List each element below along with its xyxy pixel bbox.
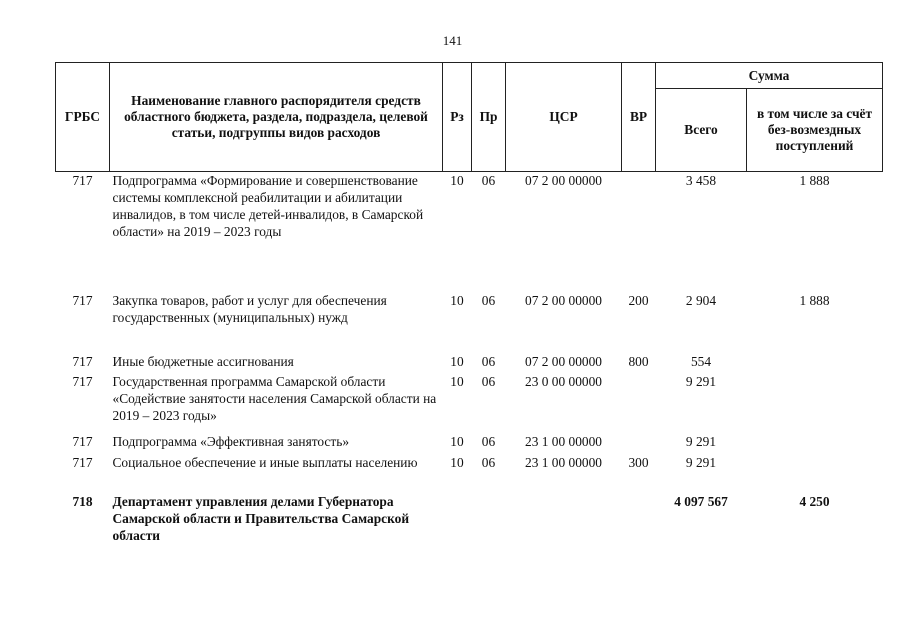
cell-rz: 10	[450, 173, 464, 188]
cell-total: 9 291	[685, 433, 717, 449]
cell-total: 554	[690, 353, 712, 369]
header-vr: ВР	[622, 63, 656, 172]
cell-total: 9 291	[685, 454, 717, 470]
cell-csr: 23 1 00 00000	[525, 454, 602, 470]
table-row	[56, 433, 883, 454]
cell-pr: 06	[481, 373, 496, 389]
header-csr: ЦСР	[506, 63, 622, 172]
cell-free	[747, 373, 883, 433]
cell-vr	[622, 172, 656, 292]
cell-csr: 07 2 00 00000	[525, 173, 602, 188]
cell-rz: 10	[450, 454, 464, 470]
cell-vr	[622, 493, 656, 551]
table-row	[56, 373, 883, 433]
cell-rz: 10	[450, 292, 464, 308]
cell-name: Государственная программа Самарской области «Содействие занятости населения Самарской области на 2019 – 2023 годы»	[112, 373, 437, 423]
cell-name: Департамент управления делами Губернатора Самарской области и Правительства Самарской области	[112, 493, 410, 543]
table-row	[56, 172, 883, 292]
header-total: Всего	[656, 89, 747, 172]
cell-name: Подпрограмма «Эффективная занятость»	[112, 433, 350, 449]
table-row	[56, 292, 883, 353]
cell-csr: 23 1 00 00000	[525, 433, 602, 449]
cell-name: Подпрограмма «Формирование и совершенствование системы комплексной реабилитации и абилитации инвалидов, в том числе детей-инвалидов, в Самарской области» на 2019 – 2023 годы	[112, 173, 424, 239]
header-rz: Рз	[443, 63, 472, 172]
cell-vr	[622, 433, 656, 454]
cell-grbs: 717	[72, 173, 93, 188]
cell-grbs: 718	[72, 493, 93, 509]
cell-rz	[443, 493, 472, 551]
cell-vr: 300	[628, 454, 649, 470]
cell-pr: 06	[481, 353, 496, 369]
table-row	[56, 493, 883, 551]
cell-grbs: 717	[72, 353, 93, 369]
cell-grbs: 717	[72, 292, 93, 308]
cell-vr: 200	[628, 292, 649, 308]
header-pr: Пр	[472, 63, 506, 172]
table-row	[56, 454, 883, 493]
cell-pr: 06	[481, 173, 496, 188]
cell-grbs: 717	[72, 373, 93, 389]
cell-total: 9 291	[685, 373, 717, 389]
budget-table	[55, 62, 883, 551]
cell-free: 1 888	[799, 173, 830, 188]
cell-total: 4 097 567	[674, 493, 728, 509]
header-free: в том числе за счёт без-возмездных поступлений	[747, 89, 883, 172]
cell-free	[747, 433, 883, 454]
cell-pr: 06	[481, 292, 496, 308]
cell-rz: 10	[450, 373, 464, 389]
cell-csr: 23 0 00 00000	[525, 373, 602, 389]
cell-free	[747, 353, 883, 373]
header-sum: Сумма	[656, 63, 883, 89]
cell-vr	[622, 373, 656, 433]
cell-pr: 06	[481, 454, 496, 470]
cell-grbs: 717	[72, 433, 93, 449]
cell-free: 1 888	[799, 292, 830, 308]
cell-vr: 800	[628, 353, 649, 369]
cell-free: 4 250	[799, 493, 830, 509]
cell-csr	[506, 493, 622, 551]
cell-rz: 10	[450, 353, 464, 369]
cell-csr: 07 2 00 00000	[525, 292, 602, 308]
cell-pr	[472, 493, 506, 551]
table-header	[56, 63, 883, 172]
cell-free	[747, 454, 883, 493]
cell-csr: 07 2 00 00000	[525, 353, 602, 369]
cell-pr: 06	[481, 433, 496, 449]
cell-total: 2 904	[685, 292, 717, 308]
cell-name: Социальное обеспечение и иные выплаты населению	[112, 454, 418, 470]
header-name: Наименование главного распорядителя средств областного бюджета, раздела, подраздела, целевой статьи, подгруппы видов расходов	[110, 63, 443, 172]
cell-grbs: 717	[72, 454, 93, 470]
cell-rz: 10	[450, 433, 464, 449]
page-number: 141	[442, 33, 463, 48]
cell-name: Закупка товаров, работ и услуг для обеспечения государственных (муниципальных) нужд	[112, 292, 387, 325]
cell-name: Иные бюджетные ассигнования	[112, 353, 294, 369]
header-grbs: ГРБС	[56, 63, 110, 172]
cell-total: 3 458	[685, 173, 717, 188]
table-row	[56, 353, 883, 373]
